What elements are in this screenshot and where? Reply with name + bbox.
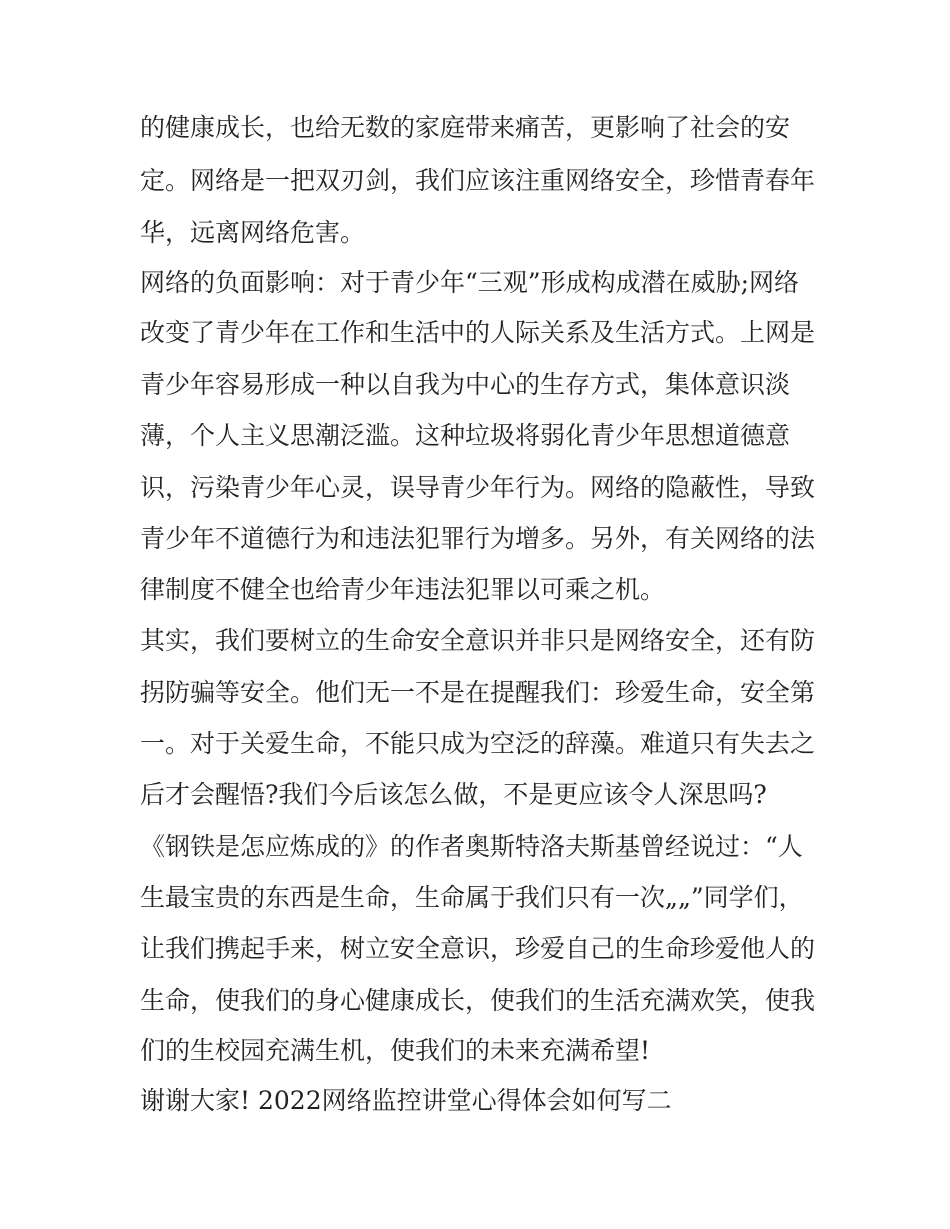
text-line-17: 让我们携起手来，树立安全意识，珍爱自己的生命珍爱他人的 xyxy=(140,934,816,963)
text-line-19: 们的生校园充满生机，使我们的未来充满希望! xyxy=(140,1036,651,1065)
text-line-11: 其实，我们要树立的生命安全意识并非只是网络安全，还有防 xyxy=(140,626,816,655)
text-line-5: 改变了青少年在工作和生活中的人际关系及生活方式。上网是 xyxy=(140,318,816,347)
text-line-16: 生最宝贵的东西是生命，生命属于我们只有一次„„”同学们， xyxy=(140,883,804,912)
text-line-8: 识，污染青少年心灵，误导青少年行为。网络的隐蔽性，导致 xyxy=(140,473,816,502)
text-line-10: 律制度不健全也给青少年违法犯罪以可乘之机。 xyxy=(140,575,666,604)
text-line-3: 华，远离网络危害。 xyxy=(140,218,366,247)
text-line-12: 拐防骗等安全。他们无一不是在提醒我们：珍爱生命，安全第 xyxy=(140,678,816,707)
text-line-20: 谢谢大家! 2022网络监控讲堂心得体会如何写二 xyxy=(140,1086,672,1115)
text-line-2: 定。网络是一把双刃剑，我们应该注重网络安全，珍惜青春年 xyxy=(140,166,816,195)
text-line-7: 薄，个人主义思潮泛滥。这种垃圾将弱化青少年思想道德意 xyxy=(140,421,791,450)
text-line-13: 一。对于关爱生命，不能只成为空泛的辞藻。难道只有失去之 xyxy=(140,729,816,758)
text-line-6: 青少年容易形成一种以自我为中心的生存方式，集体意识淡 xyxy=(140,370,791,399)
text-line-4: 网络的负面影响：对于青少年“三观”形成构成潜在威胁;网络 xyxy=(140,268,799,297)
text-line-18: 生命，使我们的身心健康成长，使我们的生活充满欢笑，使我 xyxy=(140,986,816,1015)
text-line-14: 后才会醒悟?我们今后该怎么做，不是更应该令人深思吗? xyxy=(140,780,767,809)
text-line-15: 《钢铁是怎应炼成的》的作者奥斯特洛夫斯基曾经说过：“人 xyxy=(140,832,803,861)
text-line-9: 青少年不道德行为和违法犯罪行为增多。另外，有关网络的法 xyxy=(140,524,816,553)
text-line-1: 的健康成长，也给无数的家庭带来痛苦，更影响了社会的安 xyxy=(140,113,791,142)
